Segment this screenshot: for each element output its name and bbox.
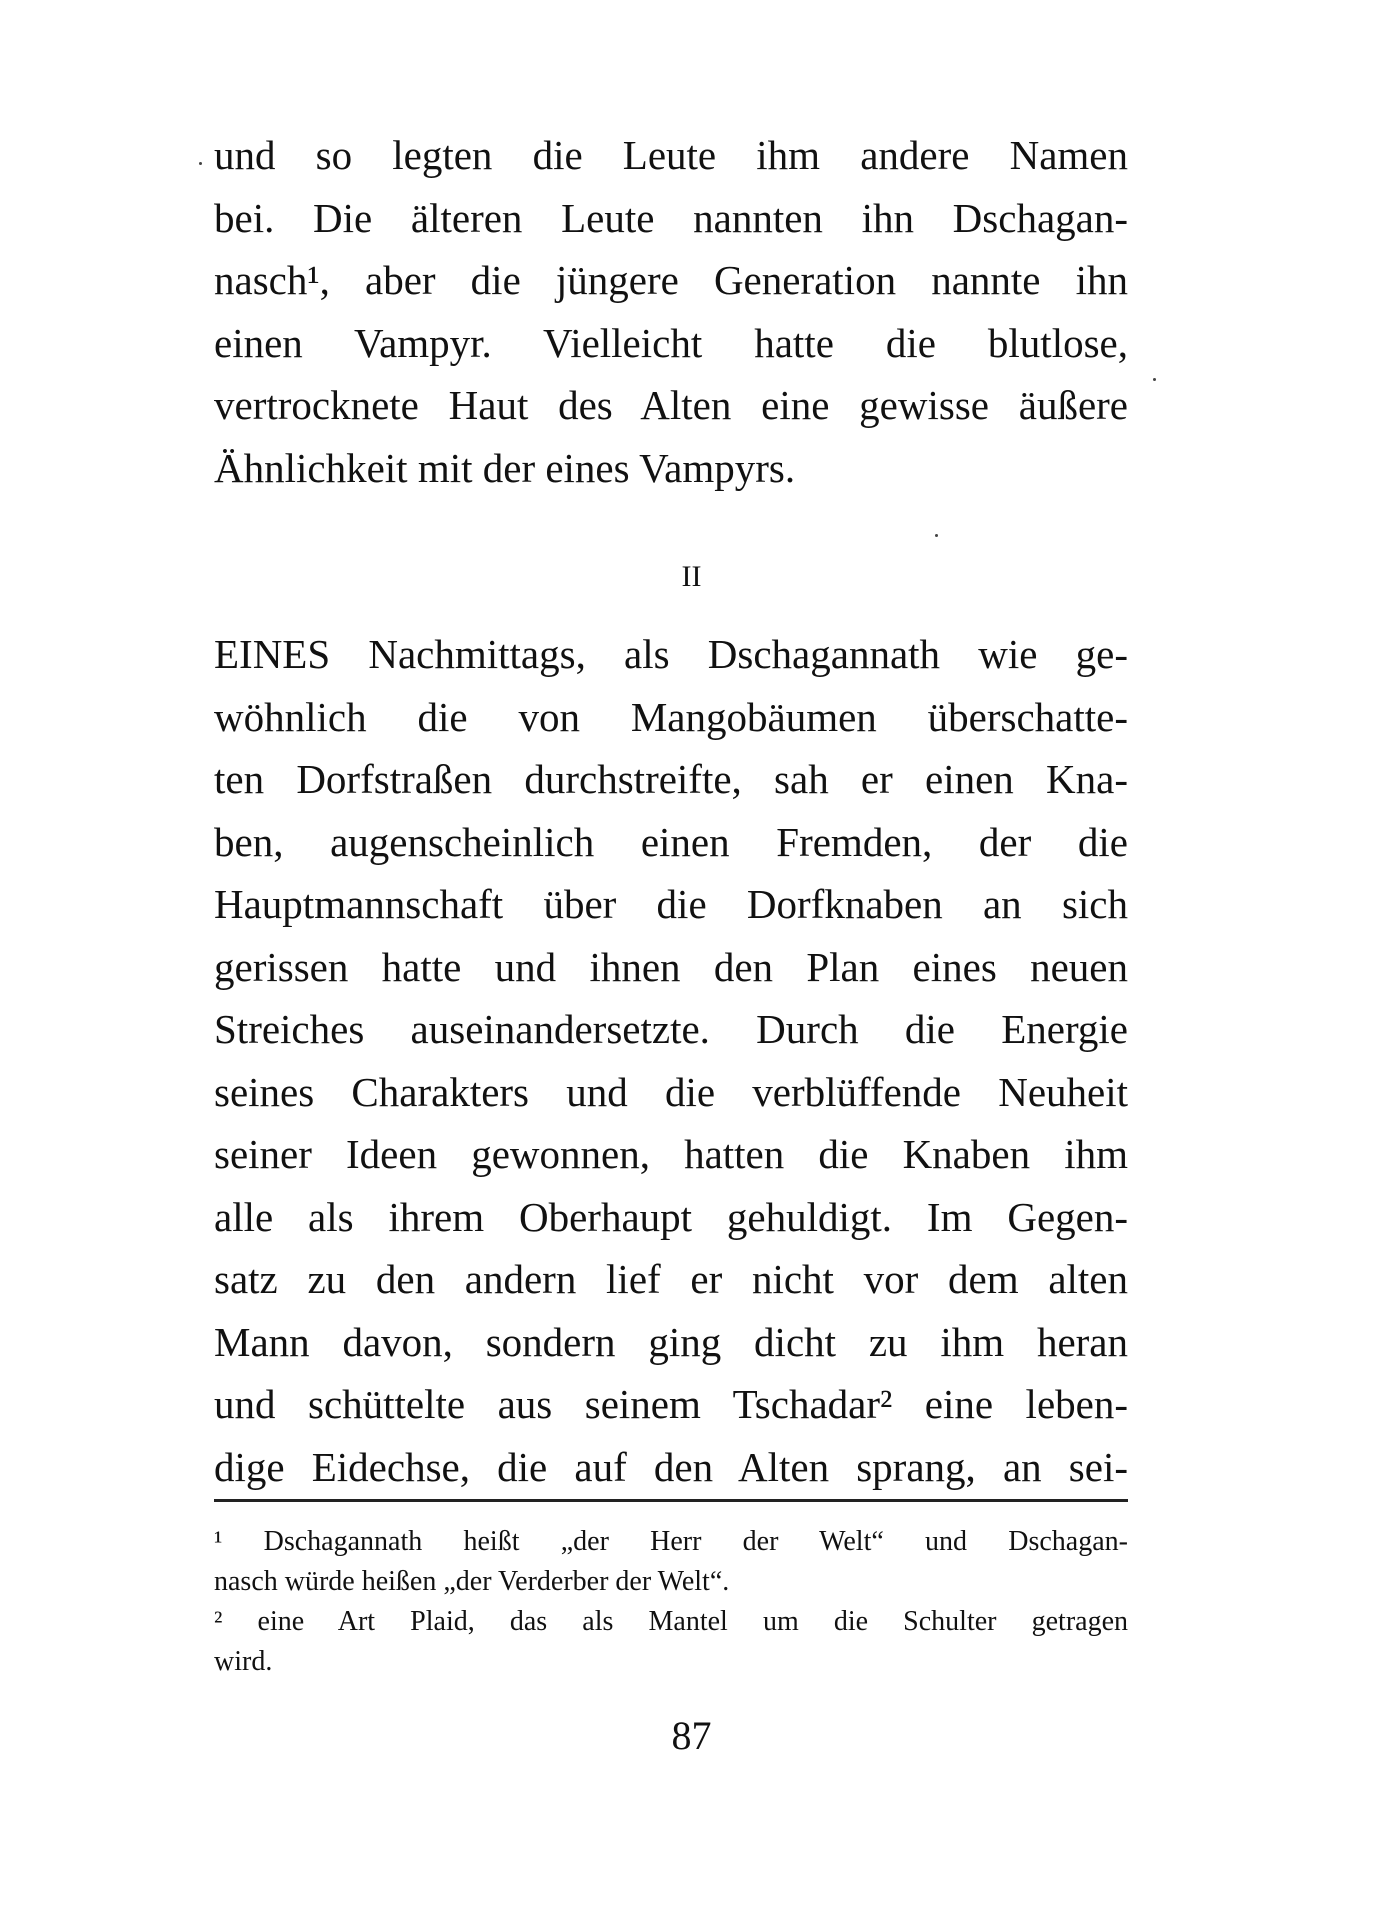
footnote-line: ¹ Dschagannath heißt „der Herr der Welt“ und Dschagan-: [214, 1526, 1128, 1557]
scan-speck: [199, 162, 202, 165]
text-line: EINES Nachmittags, als Dschagannath wie ge-: [214, 631, 1128, 677]
text-line: Mann davon, sondern ging dicht zu ihm heran: [214, 1318, 1128, 1365]
text-line: und so legten die Leute ihm andere Namen: [214, 132, 1128, 178]
text-line: ben, augenscheinlich einen Fremden, der die: [214, 818, 1128, 865]
scan-speck: [935, 534, 938, 537]
footnotes: [214, 1522, 1128, 1682]
text-line: alle als ihrem Oberhaupt gehuldigt. Im Gegen-: [214, 1193, 1128, 1240]
text-line: und schüttelte aus seinem Tschadar² eine leben-: [214, 1381, 1128, 1427]
text-line: dige Eidechse, die auf den Alten sprang, an sei-: [214, 1443, 1128, 1490]
footnote-line: ² eine Art Plaid, das als Mantel um die Schulter getragen: [214, 1606, 1128, 1637]
footnote-rule: [214, 1499, 1128, 1502]
text-line: seines Charakters und die verblüffende Neuheit: [214, 1068, 1128, 1115]
page-number: 87: [671, 1713, 712, 1758]
text-line: seiner Ideen gewonnen, hatten die Knaben ihm: [214, 1131, 1128, 1177]
paragraph-1: [214, 124, 1128, 499]
paragraph-2: [214, 623, 1128, 1498]
section-heading: II: [681, 560, 702, 593]
text-line: Streiches auseinandersetzte. Durch die Energie: [214, 1006, 1128, 1052]
footnote-line: wird.: [214, 1646, 273, 1677]
text-line: wöhnlich die von Mangobäumen überschatte-: [214, 693, 1128, 740]
text-line: satz zu den andern lief er nicht vor dem alten: [214, 1256, 1128, 1302]
text-line: vertrocknete Haut des Alten eine gewisse äußere: [214, 382, 1128, 428]
text-line: ten Dorfstraßen durchstreifte, sah er einen Kna-: [214, 756, 1128, 802]
text-line: gerissen hatte und ihnen den Plan eines neuen: [214, 943, 1128, 990]
text-line: Ähnlichkeit mit der eines Vampyrs.: [214, 444, 796, 491]
scan-speck: [1153, 378, 1156, 381]
footnote-line: nasch würde heißen „der Verderber der Welt“.: [214, 1566, 730, 1597]
text-line: Hauptmannschaft über die Dorfknaben an sich: [214, 881, 1128, 927]
text-line: einen Vampyr. Vielleicht hatte die blutlose,: [214, 319, 1128, 366]
text-line: bei. Die älteren Leute nannten ihn Dschagan-: [214, 194, 1128, 241]
text-line: nasch¹, aber die jüngere Generation nannte ihn: [214, 257, 1128, 303]
